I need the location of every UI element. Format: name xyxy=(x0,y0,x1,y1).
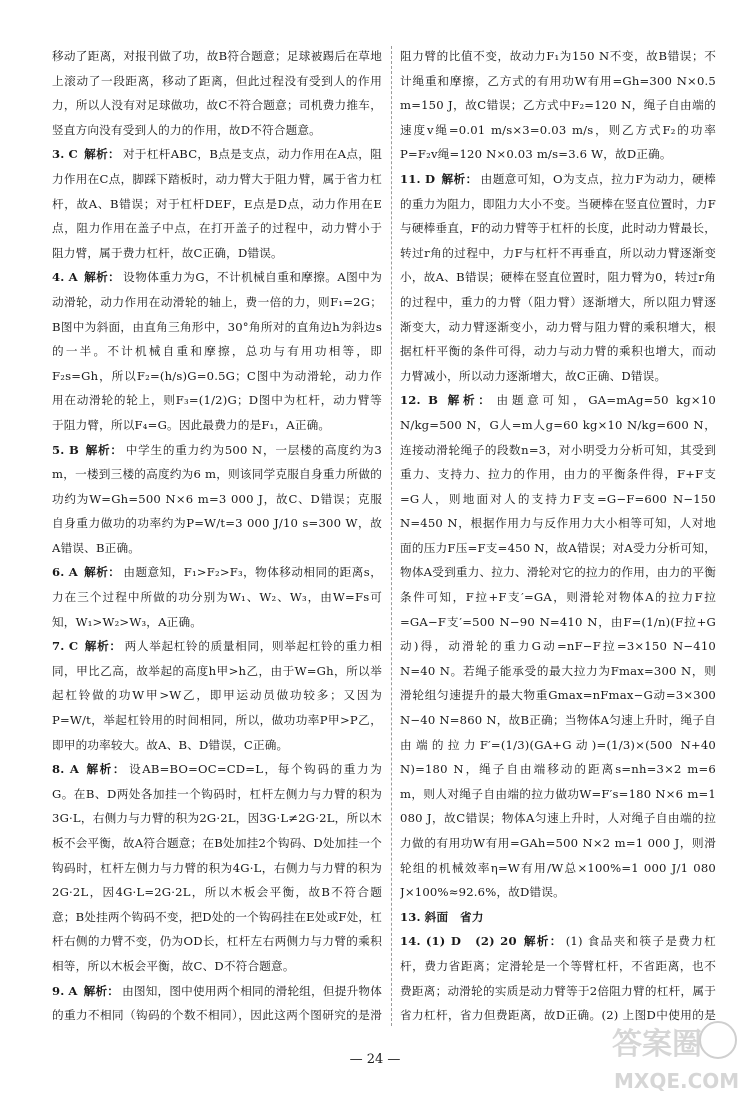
answer-item xyxy=(52,634,382,757)
answer-item xyxy=(52,265,382,437)
item-text: 由题意可知，GA=mAg=50 kg×10 N/kg=500 N，G人=m人g=60 kg×10 N/kg=600 N，连接动滑轮绳子的段数n=3，对小明受力分析可知，其受到重力、支持力、拉力的作用，由力的平衡条件得，F+F支=G人，则地面对人的支持力F支=G−F=600 N−150 N=450 N，根据作用力与反作用力大小相等可知，人对地面的压力F压=F支=450 N，故A错误；对A受力分析可知，物体A受到重力、拉力、滑轮对它的拉力的作用，由力的平衡条件可知，F拉+F支′=GA，则滑轮对物体A的拉力F拉=GA−F支′=500 N−90 N=410 N，由F=(1/n)(F拉+G动)得，动滑轮的重力G动=nF−F拉=3×150 N−410 N=40 N。若绳子能承受的最大拉力为Fmax=300 N，则滑轮组匀速提升的最大物重Gmax=nFmax−G动=3×300 N−40 N=860 N，故B正确；当物体A匀速上升时，绳子自由端的拉力F′=(1/3)(GA+G动)=(1/3)×(500 N+40 N)=180 N，绳子自由端移动的距离s=nh=3×2 m=6 m，则人对绳子自由端的拉力做功W=F′s=180 N×6 m=1 080 J，故C错误；物体A匀速上升时，人对绳子自由端的拉力做的有用功W有用=GAh=500 N×2 m=1 000 J，则滑轮组的机械效率η=W有用/W总×100%=1 000 J/1 080 J×100%≈92.6%，故D错误。 xyxy=(400,393,716,900)
item-number: 12. xyxy=(400,393,421,408)
column-divider xyxy=(391,46,393,1026)
item-text: 两人举起杠铃的质量相同，则举起杠铃的重力相同，甲比乙高，故举起的高度h甲>h乙，由于W=Gh，所以举起杠铃做的功W甲>W乙，即甲运动员做功较多；又因为P=W/t，举起杠铃用的时间相同，所以，做功功率P甲>P乙，即甲的功率较大。故A、B、D错误，C正确。 xyxy=(52,639,382,752)
item-number: 8. xyxy=(52,762,65,777)
answer-item xyxy=(52,44,382,142)
answer-item xyxy=(52,560,382,634)
item-answer: A xyxy=(69,762,80,777)
item-number: 11. xyxy=(400,171,421,186)
item-text: 由题意知，F₁>F₂>F₃，物体移动相同的距离s，力在三个过程中所做的功分别为W₁、W₂、W₃，由W=Fs可知，W₁>W₂>W₃，A正确。 xyxy=(52,565,382,629)
page-number: — 24 — xyxy=(349,1052,401,1067)
item-text: 设物体重力为G，不计机械自重和摩擦。A图中为动滑轮，动力作用在动滑轮的轴上，费一倍的力，则F₁=2G；B图中为斜面，由直角三角形中，30°角所对的直角边h为斜边s的一半。不计机械自重和摩擦，总功与有用功相等，即F₂s=Gh，所以F₂=(h/s)G=0.5G；C图中为动滑轮，动力作用在动滑轮的轮上，则F₃=(1/2)G；D图中为杠杆，动力臂等于阻力臂，所以F₄=G。因此最费力的是F₁，A正确。 xyxy=(52,270,382,432)
item-text: 中学生的重力约为500 N，一层楼的高度约为3 m，一楼到三楼的高度约为6 m，则该同学克服自身重力所做的功约为W=Gh=500 N×6 m=3 000 J，故C、D错误；克服自身重力做功的功率约为P=W/t=3 000 J/10 s=300 W，故A错误、B正确。 xyxy=(52,442,382,555)
item-text: 由题意可知，O为支点，拉力F为动力，硬棒的重力为阻力，即阻力大小不变。当硬棒在竖直位置时，力F与硬棒垂直，F的动力臂等于杠杆的长度，此时动力臂最长，转过r角的过程中，力F与杠杆不再垂直，所以动力臂逐渐变小，故A、B错误；硬棒在竖直位置时，阻力臂为0，转过r角的过程中，重力的力臂（阻力臂）逐渐增大，所以阻力臂逐渐变大，动力臂逐渐变小，动力臂与阻力臂的乘积增大，根据杠杆平衡的条件可得，动力与动力臂的乘积也增大，而动力臂减小，所以动力逐渐增大，故C正确、D错误。 xyxy=(400,171,716,383)
answer-item xyxy=(400,167,716,388)
item-number: 14. xyxy=(400,934,421,949)
item-number: 4. xyxy=(52,270,65,285)
item-answer: A xyxy=(68,270,78,285)
answer-item xyxy=(400,905,716,930)
item-answer: B xyxy=(69,442,79,457)
answer-item xyxy=(52,979,382,1034)
item-answer: C xyxy=(68,639,79,654)
analysis-label: 解析： xyxy=(85,762,127,777)
analysis-label: 解析： xyxy=(522,934,563,949)
left-column xyxy=(52,44,382,1034)
item-text: 阻力臂的比值不变，故动力F₁为150 N不变，故B错误；不计绳重和摩擦，乙方式的有用功W有用=Gh=300 N×0.5 m=150 J，故C错误；乙方式中F₂=120 N，绳子自由端的速度v绳=0.01 m/s×3=0.03 m/s，则乙方式F₂的功率P=F₂v绳=120 N×0.03 m/s=3.6 W，故D正确。 xyxy=(400,49,716,162)
item-number: 9. xyxy=(52,983,65,998)
answer-item xyxy=(52,142,382,265)
answer-item xyxy=(400,44,716,167)
item-answer: (1) D (2) 20 xyxy=(425,934,517,949)
watermark-text-2: MXQE.COM xyxy=(614,1069,740,1093)
item-number: 13. xyxy=(400,909,421,924)
item-text: (1) 食品夹和筷子是费力杠杆，费力省距离；定滑轮是一个等臂杠杆，不省距离，也不费距离；动滑轮的实质是动力臂等于2倍阻力臂的杠杆，属于省力杠杆，省力但费距离，故D正确。(2) 上图D中使用的是 xyxy=(400,934,716,1023)
analysis-label: 解析： xyxy=(83,270,121,285)
answer-item xyxy=(52,438,382,561)
analysis-label: 解析： xyxy=(83,983,120,998)
analysis-label: 解析： xyxy=(444,393,494,408)
right-column xyxy=(400,44,716,1034)
analysis-label: 解析： xyxy=(84,639,122,654)
analysis-label: 解析： xyxy=(441,171,478,186)
watermark-text-1: 答案圈 xyxy=(612,1027,702,1062)
watermark-logo xyxy=(608,1010,740,1096)
answer-item xyxy=(400,388,716,904)
analysis-label: 解析： xyxy=(83,147,120,162)
item-text: 由图知，图中使用两个相同的滑轮组，但提升物体的重力不相同（钩码的个数不相同），因此这两个图研究的是滑 xyxy=(52,983,382,1023)
item-text: 移动了距离，对报刊做了功，故B符合题意；足球被踢后在草地上滚动了一段距离，移动了距离，但此过程没有受到人的作用力，所以人没有对足球做功，故C不符合题意；司机费力推车，竖直方向没有受到人的力的作用，故D不符合题意。 xyxy=(52,49,382,137)
item-answer: 斜面 省力 xyxy=(424,909,484,924)
item-answer: B xyxy=(428,393,439,408)
item-answer: A xyxy=(68,565,78,580)
item-text: 对于杠杆ABC，B点是支点，动力作用在A点，阻力作用在C点，脚踩下踏板时，动力臂大于阻力臂，属于省力杠杆，故A、B错误；对于杠杆DEF，E点是D点，动力作用在E点，阻力作用在盖子中点，在打开盖子的过程中，动力臂小于阻力臂，属于费力杠杆，故C正确，D错误。 xyxy=(52,147,382,260)
item-number: 6. xyxy=(52,565,65,580)
item-answer: C xyxy=(68,147,78,162)
item-answer: D xyxy=(424,171,436,186)
item-answer: A xyxy=(68,983,78,998)
answer-item xyxy=(52,757,382,978)
analysis-label: 解析： xyxy=(83,565,121,580)
item-number: 7. xyxy=(52,639,65,654)
item-text: 设AB=BO=OC=CD=L，每个钩码的重力为G。在B、D两处各加挂一个钩码时，杠杆左侧力与力臂的积为3G·L，右侧力与力臂的积为2G·2L，因3G·L≠2G·2L，所以木板不会平衡，故A符合题意；在B处加挂2个钩码、D处加挂一个钩码时，杠杆左侧力与力臂的积为4G·L，右侧力与力臂的积为2G·2L，因4G·L=2G·2L，所以木板会平衡，故B不符合题意；B处挂两个钩码不变，把D处的一个钩码挂在E处或F处，杠杆右侧的力臂不变，仍为OD长，杠杆左右两侧力与力臂的乘积相等，所以木板会平衡，故C、D不符合题意。 xyxy=(52,762,382,973)
item-number: 5. xyxy=(52,442,65,457)
item-number: 3. xyxy=(52,147,65,162)
analysis-label: 解析： xyxy=(85,442,123,457)
